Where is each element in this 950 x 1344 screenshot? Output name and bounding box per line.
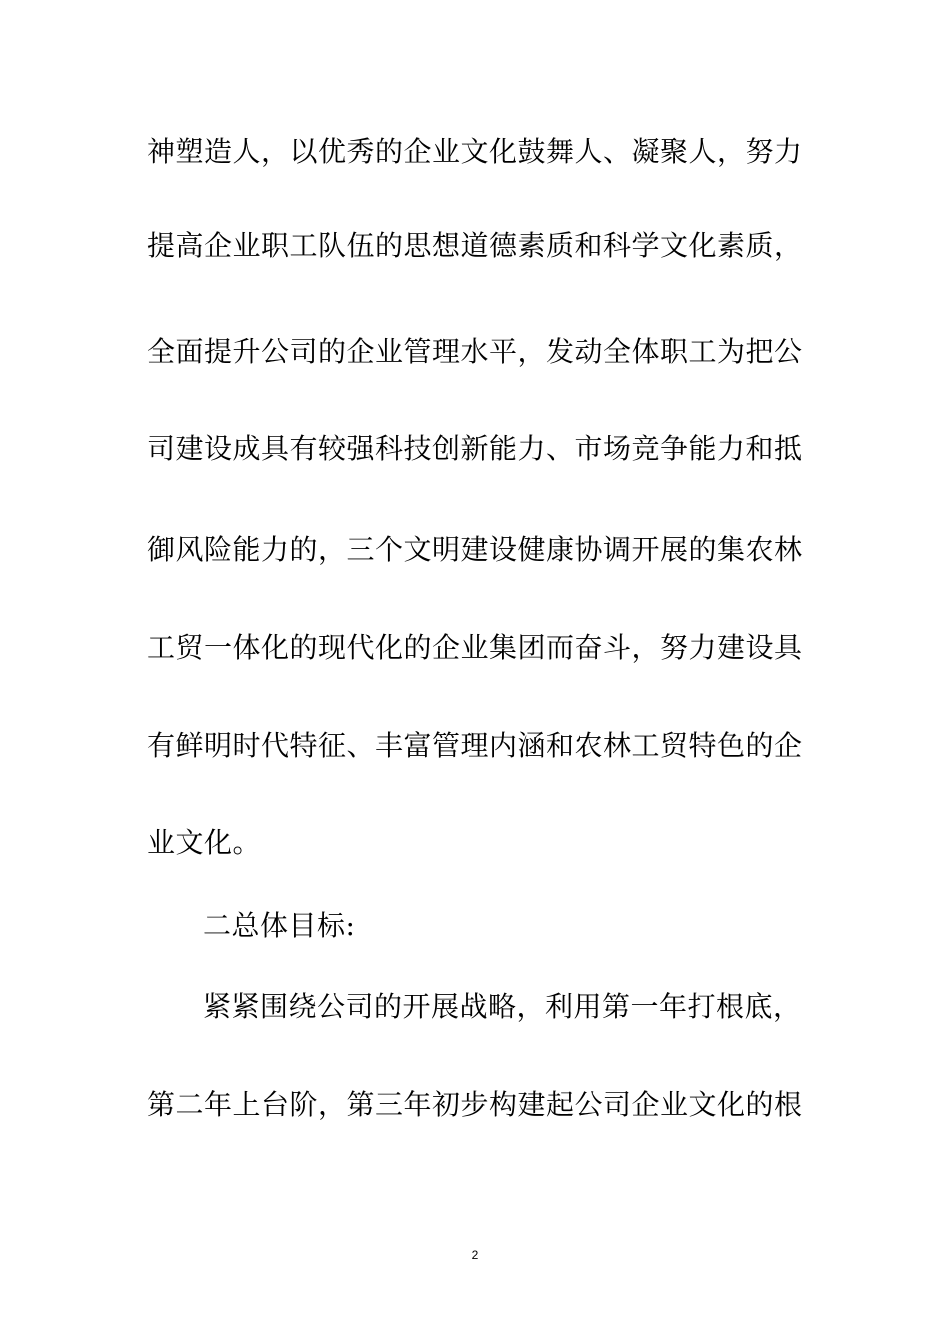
paragraph-line: 有鲜明时代特征、丰富管理内涵和农林工贸特色的企 [147, 729, 803, 762]
paragraph-line: 全面提升公司的企业管理水平，发动全体职工为把公 [147, 335, 803, 368]
paragraph-line: 司建设成具有较强科技创新能力、市场竞争能力和抵 [147, 432, 803, 465]
paragraph-line: 提高企业职工队伍的思想道德素质和科学文化素质， [147, 229, 803, 262]
paragraph-line: 紧紧围绕公司的开展战略，利用第一年打根底， [203, 990, 802, 1023]
paragraph-line: 神塑造人，以优秀的企业文化鼓舞人、凝聚人，努力 [147, 135, 803, 168]
section-heading: 二总体目标: [203, 909, 356, 942]
paragraph-line: 御风险能力的，三个文明建设健康协调开展的集农林 [147, 533, 803, 566]
paragraph-line: 工贸一体化的现代化的企业集团而奋斗，努力建设具 [147, 631, 803, 664]
paragraph-line: 业文化。 [147, 826, 262, 859]
page-number: 2 [471, 1248, 479, 1262]
paragraph-line: 第二年上台阶，第三年初步构建起公司企业文化的根 [147, 1088, 803, 1121]
